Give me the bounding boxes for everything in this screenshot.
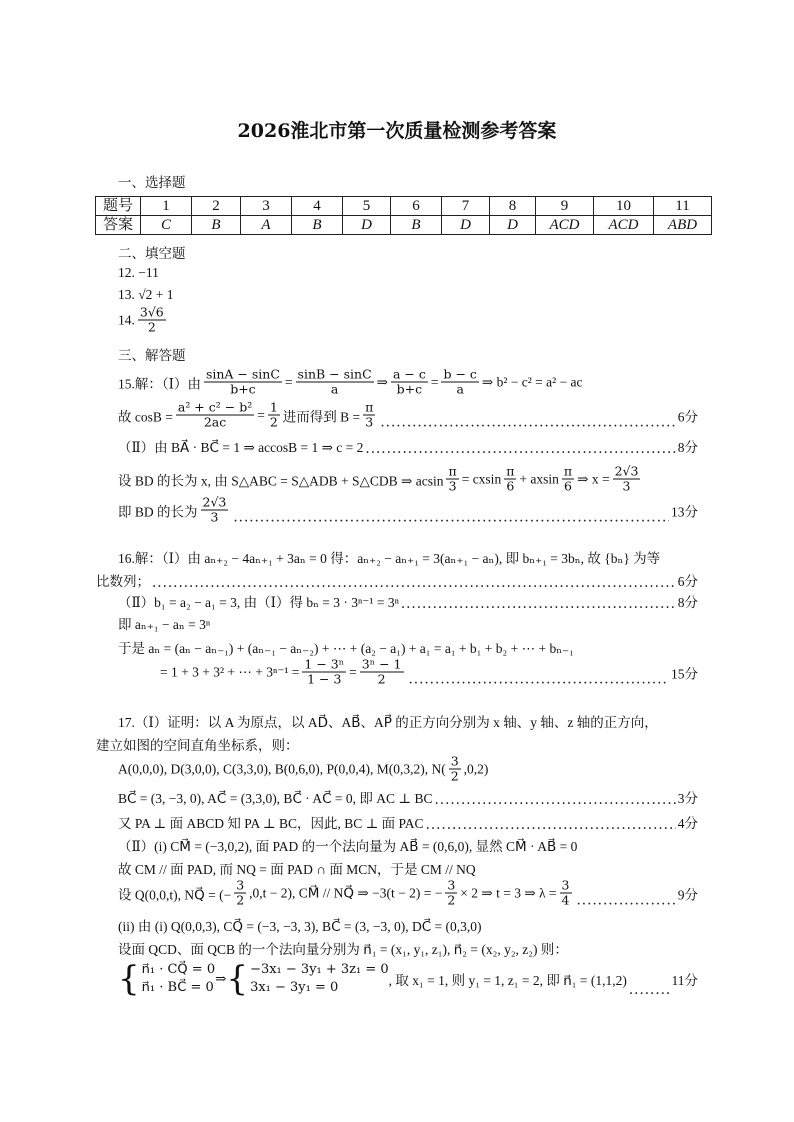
equation-row: n⃗₁ · CQ⃗ = 0 bbox=[141, 962, 216, 977]
numerator: 3 bbox=[561, 877, 570, 893]
answer-line bbox=[118, 306, 698, 335]
math-text: （Ⅱ）b₁ = a₂ − a₁ = 3, 由（Ⅰ）得 bₙ = 3 · 3ⁿ⁻¹ = 3ⁿ bbox=[118, 595, 399, 610]
math-text: 设 BD 的长为 x, 由 S△ABC = S△ADB + S△CDB ⇒ acsin bbox=[118, 473, 444, 488]
dot-leader bbox=[152, 576, 676, 590]
brace-symbol: { bbox=[226, 959, 249, 999]
math-text: （Ⅱ）由 BA⃗ · BC⃗ = 1 ⇒ accosB = 1 ⇒ c = 2 bbox=[118, 440, 364, 455]
denominator: 3 bbox=[365, 414, 374, 430]
math-text: BC⃗ = (3, −3, 0), AC⃗ = (3,3,0), BC⃗ · AC⃗ = 0, 即 AC ⊥ BC bbox=[118, 791, 433, 806]
math-text: 又 PA ⊥ 面 ABCD 知 PA ⊥ BC，因此, BC ⊥ 面 PAC bbox=[118, 816, 424, 831]
answer-line bbox=[118, 787, 698, 807]
dot-leader bbox=[426, 818, 676, 832]
score-label: 3分 bbox=[677, 791, 698, 806]
denominator: 4 bbox=[561, 892, 570, 908]
answer-line bbox=[118, 465, 698, 494]
score-label: 8分 bbox=[677, 595, 698, 610]
denominator: 2 bbox=[450, 768, 459, 784]
section-choice-heading: 一、选择题 bbox=[118, 175, 186, 191]
math-text: 故 cosB = bbox=[118, 409, 173, 424]
numerator: 3 bbox=[447, 877, 456, 893]
math-text: 16.解：（Ⅰ）由 aₙ₊₂ − 4aₙ₊₁ + 3aₙ = 0 得：aₙ₊₂ − aₙ₊₁ = 3(aₙ₊₁ − aₙ), 即 bₙ₊₁ = 3bₙ, 故 {bₙ} 为等 bbox=[118, 551, 661, 566]
math-text: × 2 ⇒ t = 3 ⇒ λ = bbox=[460, 885, 557, 900]
answer-line bbox=[118, 265, 698, 281]
score-label: 13分 bbox=[671, 504, 698, 519]
math-text: 故 CM // 面 PAD, 而 NQ = 面 PAD ∩ 面 MCN，于是 CM // NQ bbox=[118, 862, 476, 877]
dot-leader bbox=[629, 983, 670, 997]
denominator: 3 bbox=[448, 478, 457, 494]
numerator: 3ⁿ − 1 bbox=[361, 656, 402, 672]
page-title: 2026淮北市第一次质量检测参考答案 bbox=[237, 120, 557, 142]
fraction bbox=[363, 401, 375, 430]
numerator: a² + c² − b² bbox=[177, 399, 253, 415]
denominator: 2 bbox=[269, 414, 278, 430]
math-text: , 取 x₁ = 1, 则 y₁ = 1, z₁ = 2, 即 n⃗₁ = (1,1,2) bbox=[388, 973, 627, 988]
math-text: A(0,0,0), D(3,0,0), C(3,3,0), B(0,6,0), P(0,0,4), M(0,3,2), N( bbox=[118, 761, 446, 776]
section-fill-heading: 二、填空题 bbox=[118, 246, 186, 262]
fraction bbox=[234, 879, 246, 908]
math-text: ⇒ bbox=[215, 971, 227, 986]
dot-leader bbox=[409, 673, 670, 687]
numerator: π bbox=[448, 463, 457, 479]
denominator: 2 bbox=[377, 671, 386, 687]
question-number-cell: 9 bbox=[536, 197, 594, 216]
math-text: ⇒ x = bbox=[577, 471, 610, 486]
fraction bbox=[441, 368, 478, 397]
fraction bbox=[302, 658, 346, 687]
question-number-cell: 6 bbox=[391, 197, 442, 216]
fraction bbox=[504, 465, 516, 494]
math-text: 15.解：（Ⅰ）由 bbox=[118, 376, 201, 391]
equation-row: −3x₁ − 3y₁ + 3z₁ = 0 bbox=[250, 962, 389, 977]
score-label: 6分 bbox=[677, 409, 698, 424]
denominator: 6 bbox=[564, 478, 572, 494]
answer-cell: B bbox=[292, 216, 343, 235]
numerator: 3 bbox=[236, 877, 245, 893]
numerator: a − c bbox=[392, 366, 426, 382]
answer-line bbox=[118, 547, 698, 567]
dot-leader bbox=[233, 511, 669, 525]
equation-system bbox=[226, 961, 388, 997]
math-text: 设面 QCD、面 QCB 的一个法向量分别为 n⃗₁ = (x₁, y₁, z₁), n⃗₂ = (x₂, y₂, z₂) 则： bbox=[118, 942, 568, 957]
dot-leader bbox=[435, 793, 676, 807]
numerator: 3√6 bbox=[139, 304, 164, 320]
answer-cell: D bbox=[442, 216, 490, 235]
numerator: sinB − sinC bbox=[297, 366, 372, 382]
score-label: 11分 bbox=[671, 973, 698, 988]
math-text: = cxsin bbox=[461, 471, 502, 486]
math-text: 进而得到 B = bbox=[282, 409, 361, 424]
denominator: b+c bbox=[396, 381, 423, 397]
answer-line bbox=[118, 812, 698, 832]
answer-line bbox=[118, 879, 698, 908]
math-text: 设 Q(0,0,t), NQ⃗ = (− bbox=[118, 887, 232, 902]
denominator: b+c bbox=[230, 381, 256, 397]
math-text: = bbox=[284, 374, 293, 389]
answer-line bbox=[118, 287, 698, 303]
score-label: 8分 bbox=[677, 440, 698, 455]
numerator: π bbox=[506, 463, 515, 479]
answer-cell: ABD bbox=[654, 216, 712, 235]
math-text: + axsin bbox=[519, 471, 559, 486]
numerator: 1 bbox=[269, 399, 278, 415]
question-number-row bbox=[96, 197, 712, 216]
answer-line bbox=[118, 835, 698, 855]
fraction bbox=[176, 401, 254, 430]
answer-cell: B bbox=[391, 216, 442, 235]
answer-line bbox=[118, 755, 698, 784]
answer-line bbox=[118, 858, 698, 878]
math-text: 17.（Ⅰ）证明：以 A 为原点，以 AD⃗、AB⃗、AP⃗ 的正方向分别为 x 轴、y 轴、z 轴的正方向， bbox=[118, 715, 658, 730]
answer-line bbox=[96, 734, 698, 754]
question-number-cell: 4 bbox=[292, 197, 343, 216]
fraction bbox=[138, 306, 166, 335]
math-text: = bbox=[257, 407, 265, 422]
answer-cell: D bbox=[343, 216, 391, 235]
denominator: 3 bbox=[622, 478, 631, 494]
equation-row: 3x₁ − 3y₁ = 0 bbox=[250, 980, 339, 995]
math-text: 即 BD 的长为 bbox=[118, 504, 198, 519]
fraction bbox=[446, 465, 458, 494]
answer-line bbox=[118, 591, 698, 611]
answer-line bbox=[118, 613, 698, 633]
numerator: 2√3 bbox=[202, 494, 227, 510]
math-text: 比数列； bbox=[96, 574, 150, 589]
math-text: 于是 aₙ = (aₙ − aₙ₋₁) + (aₙ₋₁ − aₙ₋₂) + ⋯ + (a₂ − a₁) + a₁ = a₁ + b₁ + b₂ + ⋯ + bₙ₋₁ bbox=[118, 641, 574, 656]
answer-cell: ACD bbox=[536, 216, 594, 235]
math-text: ,0,2) bbox=[463, 761, 489, 776]
answer-line bbox=[118, 711, 698, 731]
math-text: 即 aₙ₊₁ − aₙ = 3ⁿ bbox=[118, 617, 211, 632]
denominator: 2 bbox=[147, 319, 156, 335]
denominator: 2 bbox=[236, 892, 245, 908]
denominator: 2ac bbox=[203, 414, 227, 430]
score-label: 6分 bbox=[677, 574, 698, 589]
math-text: 建立如图的空间直角坐标系，则： bbox=[96, 738, 299, 753]
answer-cell: C bbox=[141, 216, 192, 235]
fraction bbox=[391, 368, 428, 397]
math-text: = bbox=[349, 664, 357, 679]
question-number-cell: 1 bbox=[141, 197, 192, 216]
math-text: (ii) 由 (i) Q(0,0,3), CQ⃗ = (−3, −3, 3), BC⃗ = (3, −3, 0), DC⃗ = (0,3,0) bbox=[118, 919, 482, 934]
denominator: 3 bbox=[210, 509, 219, 525]
math-text: = bbox=[430, 374, 439, 389]
dot-leader bbox=[365, 442, 675, 456]
answer-line bbox=[118, 637, 698, 657]
answer-cell: ACD bbox=[594, 216, 654, 235]
fraction bbox=[560, 879, 572, 908]
section-solve-heading: 三、解答题 bbox=[118, 348, 186, 364]
score-label: 4分 bbox=[677, 816, 698, 831]
question-number-cell: 2 bbox=[192, 197, 241, 216]
row-label: 答案 bbox=[96, 216, 141, 235]
answer-line bbox=[118, 368, 698, 397]
answer-line bbox=[118, 938, 698, 958]
dot-leader bbox=[401, 597, 676, 611]
answer-line bbox=[160, 658, 698, 687]
fraction bbox=[360, 658, 404, 687]
denominator: 2 bbox=[447, 892, 456, 908]
math-text: 13. √2 + 1 bbox=[118, 287, 174, 302]
row-label: 题号 bbox=[96, 197, 141, 216]
answer-cell: D bbox=[490, 216, 536, 235]
score-label: 9分 bbox=[677, 887, 698, 902]
fraction bbox=[562, 465, 574, 494]
math-text: = 1 + 3 + 3² + ⋯ + 3ⁿ⁻¹ = bbox=[160, 664, 300, 679]
equation-row: n⃗₁ · BC⃗ = 0 bbox=[141, 980, 214, 995]
question-number-cell: 3 bbox=[241, 197, 292, 216]
fraction bbox=[201, 496, 229, 525]
answer-line bbox=[118, 961, 698, 997]
denominator: a bbox=[456, 381, 464, 397]
answer-cell: A bbox=[241, 216, 292, 235]
math-text: （Ⅱ）(i) CM⃗ = (−3,0,2), 面 PAD 的一个法向量为 AB⃗ = (0,6,0), 显然 CM⃗ · AB⃗ = 0 bbox=[118, 839, 578, 854]
answer-line bbox=[118, 496, 698, 525]
fraction bbox=[268, 401, 280, 430]
choice-answer-table bbox=[95, 196, 712, 235]
question-number-cell: 11 bbox=[654, 197, 712, 216]
numerator: 1 − 3ⁿ bbox=[304, 656, 345, 672]
answer-row bbox=[96, 216, 712, 235]
fraction bbox=[445, 879, 457, 908]
numerator: π bbox=[563, 463, 573, 479]
fraction bbox=[296, 368, 374, 397]
answer-line bbox=[118, 915, 698, 935]
numerator: sinA − sinC bbox=[205, 366, 280, 382]
math-text: ⇒ bbox=[376, 374, 388, 389]
math-text: 12. −11 bbox=[118, 265, 159, 280]
answer-cell: B bbox=[192, 216, 241, 235]
denominator: 1 − 3 bbox=[307, 671, 342, 687]
denominator: a bbox=[330, 381, 339, 397]
score-label: 15分 bbox=[671, 666, 698, 681]
question-number-cell: 10 bbox=[594, 197, 654, 216]
fraction bbox=[204, 368, 282, 397]
answer-line bbox=[96, 570, 698, 590]
question-number-cell: 8 bbox=[490, 197, 536, 216]
dot-leader bbox=[380, 416, 675, 430]
fraction bbox=[449, 755, 461, 784]
denominator: 6 bbox=[506, 478, 515, 494]
math-text: ,0,t − 2), CM⃗ // NQ⃗ ⇒ −3(t − 2) = − bbox=[249, 885, 443, 900]
answer-line bbox=[118, 401, 698, 430]
question-number-cell: 5 bbox=[343, 197, 391, 216]
numerator: b − c bbox=[443, 366, 477, 382]
math-text: ⇒ b² − c² = a² − ac bbox=[481, 374, 583, 389]
numerator: 3 bbox=[450, 753, 459, 769]
answer-line bbox=[118, 436, 698, 456]
question-number-cell: 7 bbox=[442, 197, 490, 216]
math-text: 14. bbox=[118, 312, 135, 327]
numerator: 2√3 bbox=[614, 463, 639, 479]
brace-symbol: { bbox=[118, 959, 140, 999]
equation-system bbox=[118, 961, 215, 997]
fraction bbox=[613, 465, 641, 494]
numerator: π bbox=[365, 399, 374, 415]
dot-leader bbox=[577, 894, 676, 908]
